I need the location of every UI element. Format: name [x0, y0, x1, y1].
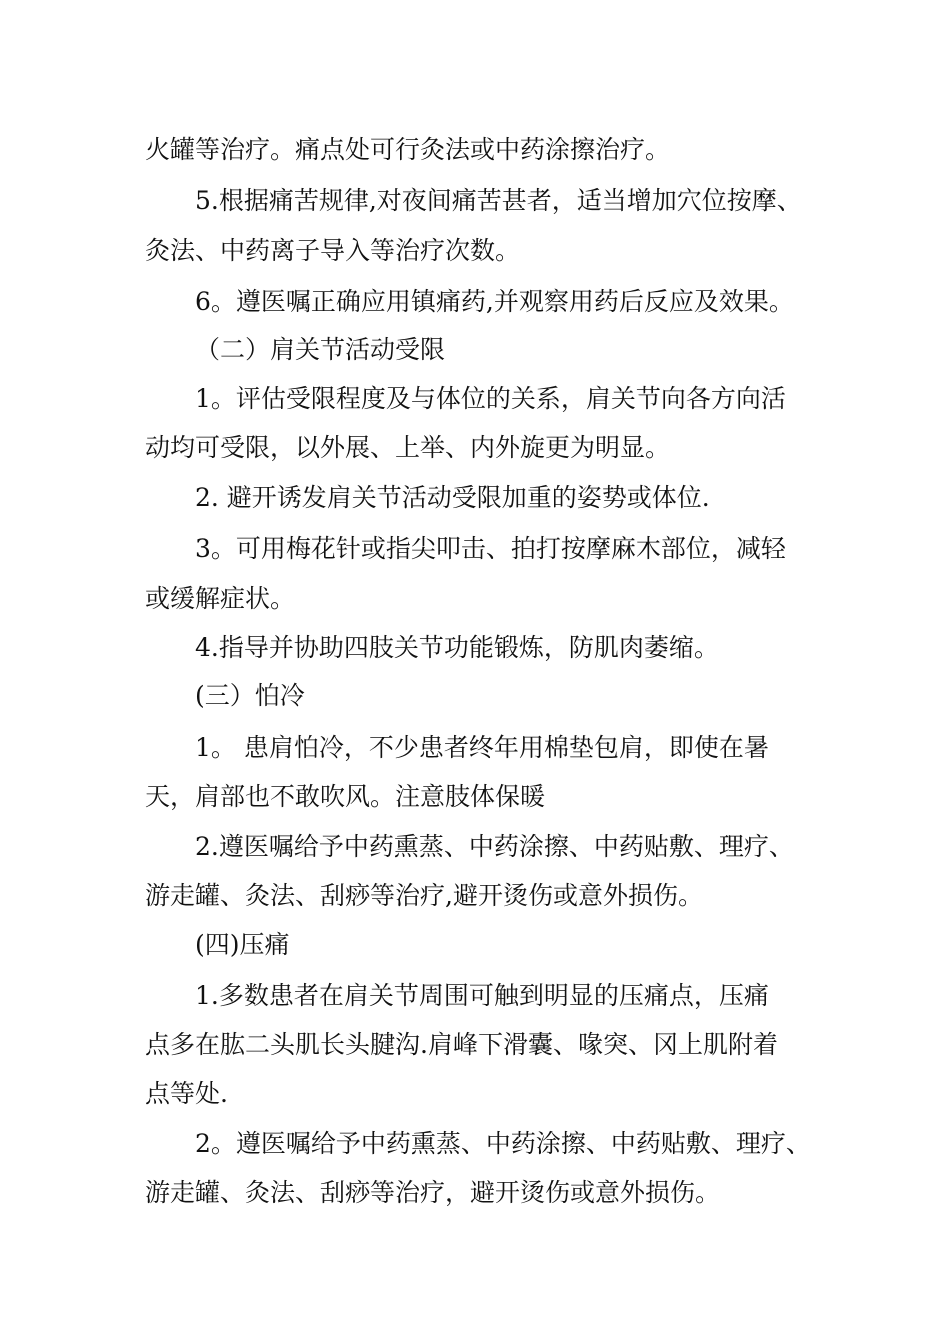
paragraph-line: 游走罐、灸法、刮痧等治疗,避开烫伤或意外损伤。 [145, 881, 703, 910]
paragraph-line: 4.指导并协助四肢关节功能锻炼，防肌肉萎缩。 [195, 633, 719, 662]
paragraph-line: 2.遵医嘱给予中药熏蒸、中药涂擦、中药贴敷、理疗、 [195, 832, 794, 861]
paragraph-line: 6。遵医嘱正确应用镇痛药,并观察用药后反应及效果。 [195, 287, 794, 316]
paragraph-line: 火罐等治疗。痛点处可行灸法或中药涂擦治疗。 [145, 135, 671, 164]
section-heading: (三）怕冷 [195, 681, 305, 710]
paragraph-line: 动均可受限，以外展、上举、内外旋更为明显。 [145, 433, 671, 462]
paragraph-line: 点等处. [145, 1079, 228, 1108]
paragraph-line: 1。评估受限程度及与体位的关系，肩关节向各方向活 [195, 384, 786, 413]
paragraph-line: 或缓解症状。 [145, 584, 296, 613]
paragraph-line: 点多在肱二头肌长头腱沟.肩峰下滑囊、喙突、冈上肌附着 [145, 1030, 778, 1059]
paragraph-line: 5.根据痛苦规律,对夜间痛苦甚者，适当增加穴位按摩、 [195, 186, 802, 215]
paragraph-line: 灸法、中药离子导入等治疗次数。 [145, 236, 521, 265]
paragraph-line: 天，肩部也不敢吹风。注意肢体保暖 [145, 782, 546, 811]
paragraph-line: 1。 患肩怕冷，不少患者终年用棉垫包肩，即使在暑 [195, 733, 769, 762]
paragraph-line: 3。可用梅花针或指尖叩击、拍打按摩麻木部位，减轻 [195, 534, 786, 563]
section-heading: (四)压痛 [195, 930, 290, 959]
paragraph-line: 游走罐、灸法、刮痧等治疗，避开烫伤或意外损伤。 [145, 1178, 721, 1207]
paragraph-line: 2。遵医嘱给予中药熏蒸、中药涂擦、中药贴敷、理疗、 [195, 1129, 811, 1158]
section-heading: （二）肩关节活动受限 [195, 335, 446, 364]
paragraph-line: 1.多数患者在肩关节周围可触到明显的压痛点，压痛 [195, 981, 769, 1010]
paragraph-line: 2. 避开诱发肩关节活动受限加重的姿势或体位. [195, 483, 710, 512]
